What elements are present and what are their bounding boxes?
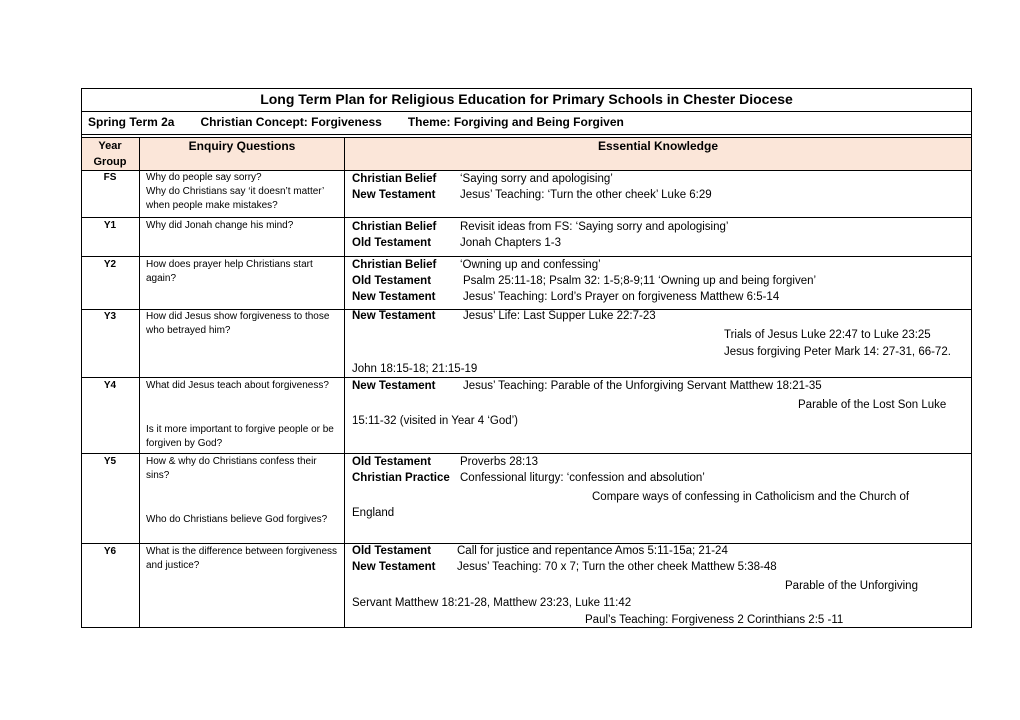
year-label: FS [103,172,117,183]
knowledge-text: Jonah Chapters 1-3 [460,237,562,249]
page-title: Long Term Plan for Religious Education for Primary Schools in Chester Diocese [260,91,793,107]
knowledge-line [352,273,816,289]
knowledge-text: Jesus’ Teaching: ‘Turn the other cheek’ Luke 6:29 [460,189,712,201]
knowledge-label: Old Testament [352,275,432,287]
enquiry-question: How did Jesus show forgiveness to those who betrayed him? [146,311,330,336]
knowledge-label: New Testament [352,291,436,303]
year-label: Y1 [103,220,117,231]
knowledge-line [352,454,538,470]
header-enquiry-questions: Enquiry Questions [188,139,296,153]
knowledge-line: John 18:15-18; 21:15-19 [352,363,478,375]
knowledge-text: Call for justice and repentance Amos 5:11-15a; 21-24 [457,545,728,557]
knowledge-line [352,235,561,251]
knowledge-line [352,257,601,273]
knowledge-line [352,543,728,559]
term-label: Spring Term 2a [88,115,175,129]
knowledge-line [352,559,777,575]
knowledge-line [352,219,728,235]
knowledge-line [352,187,712,203]
header-essential-knowledge: Essential Knowledge [597,139,719,153]
knowledge-label: Christian Practice [352,472,450,484]
row-divider [81,111,972,112]
enquiry-question: Why do Christians say ‘it doesn’t matter’ when people make mistakes? [146,186,324,211]
column-divider [344,137,345,627]
knowledge-line [352,470,705,486]
year-label: Y4 [103,380,117,391]
knowledge-text: ‘Saying sorry and apologising’ [460,173,613,185]
enquiry-question: Why do people say sorry? [146,172,262,183]
knowledge-label: New Testament [352,189,436,201]
knowledge-label: Christian Belief [352,221,437,233]
header-year-group: Year Group [93,140,127,168]
knowledge-line [352,171,613,187]
knowledge-label: New Testament [352,561,436,573]
enquiry-question: Why did Jonah change his mind? [146,220,294,231]
knowledge-label: Old Testament [352,545,432,557]
knowledge-text: Confessional liturgy: ‘confession and absolution’ [460,472,705,484]
knowledge-text: ‘Owning up and confessing’ [460,259,601,271]
knowledge-line [352,378,822,394]
knowledge-line: Trials of Jesus Luke 22:47 to Luke 23:25 [724,329,931,341]
enquiry-question: What is the difference between forgiveness and justice? [146,546,338,571]
year-label: Y2 [103,259,117,270]
year-label: Y3 [103,311,117,322]
knowledge-text: Proverbs 28:13 [460,456,538,468]
enquiry-question: How does prayer help Christians start again? [146,259,313,284]
knowledge-text: Jesus’ Teaching: 70 x 7; Turn the other cheek Matthew 5:38-48 [457,561,777,573]
enquiry-question: Is it more important to forgive people or be forgiven by God? [146,424,334,449]
knowledge-line: Paul’s Teaching: Forgiveness 2 Corinthians 2:5 -11 [585,614,844,626]
knowledge-text: Revisit ideas from FS: ‘Saying sorry and apologising’ [460,221,729,233]
knowledge-line: Servant Matthew 18:21-28, Matthew 23:23, Luke 11:42 [352,597,632,609]
knowledge-label: Christian Belief [352,173,437,185]
concept-label: Christian Concept: Forgiveness [200,115,382,129]
knowledge-text: Jesus’ Life: Last Supper Luke 22:7-23 [463,310,656,322]
knowledge-line [352,289,779,305]
knowledge-text: Psalm 25:11-18; Psalm 32: 1-5;8-9;11 ‘Owning up and being forgiven’ [463,275,817,287]
enquiry-question: What did Jesus teach about forgiveness? [146,380,329,391]
theme-label: Theme: Forgiving and Being Forgiven [407,115,624,129]
column-divider [139,137,140,627]
subtitle-line [88,114,650,130]
knowledge-text: Jesus’ Teaching: Lord’s Prayer on forgiveness Matthew 6:5-14 [463,291,780,303]
knowledge-line: Compare ways of confessing in Catholicism and the Church of [592,491,910,503]
enquiry-question: Who do Christians believe God forgives? [146,514,328,525]
row-divider [81,217,972,218]
knowledge-line: Parable of the Unforgiving [785,580,918,592]
knowledge-label: Christian Belief [352,259,437,271]
year-label: Y6 [103,546,117,557]
knowledge-line: Jesus forgiving Peter Mark 14: 27-31, 66-72. [724,346,951,358]
knowledge-line: Parable of the Lost Son Luke [798,399,947,411]
knowledge-label: New Testament [352,380,436,392]
knowledge-line: 15:11-32 (visited in Year 4 ‘God’) [352,415,518,427]
knowledge-label: Old Testament [352,237,432,249]
knowledge-text: Jesus’ Teaching: Parable of the Unforgiving Servant Matthew 18:21-35 [463,380,822,392]
year-label: Y5 [103,456,117,467]
knowledge-label: New Testament [352,310,436,322]
knowledge-line [352,308,656,324]
knowledge-label: Old Testament [352,456,432,468]
knowledge-line: England [352,507,395,519]
row-divider [81,134,972,135]
enquiry-question: How & why do Christians confess their sins? [146,456,317,481]
